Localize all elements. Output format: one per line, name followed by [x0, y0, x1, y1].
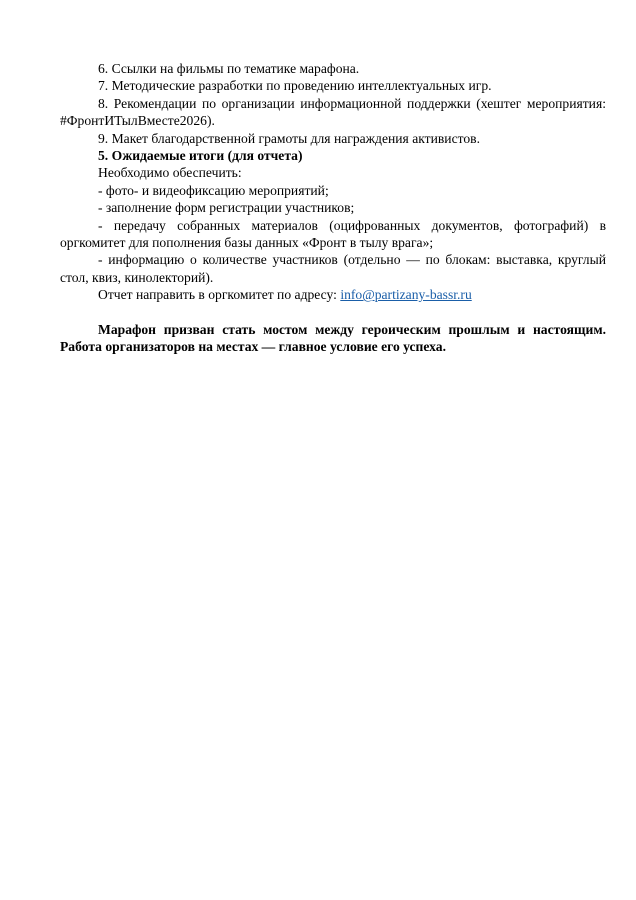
bullet-item: - заполнение форм регистрации участников;: [98, 200, 355, 216]
list-item-7: 7. Методические разработки по проведению интеллектуальных игр.: [98, 78, 492, 94]
document-body: [60, 60, 606, 356]
bullet-item: - информацию о количестве участников (отдельно — по блокам: выставка, круглый стол, квиз, кинолекторий).: [60, 252, 606, 285]
paragraph-spacer: [60, 304, 606, 321]
list-item-6: 6. Ссылки на фильмы по тематике марафона.: [98, 61, 360, 76]
email-link[interactable]: info@partizany-bassr.ru: [340, 287, 472, 303]
list-item-9: 9. Макет благодарственной грамоты для награждения активистов.: [98, 130, 480, 146]
bullet-item: - передачу собранных материалов (оцифрованных документов, фотографий) в оргкомитет для пополнения базы данных «Фронт в тылу врага»;: [60, 217, 606, 251]
conclusion-text: Марафон призван стать мостом между героическим прошлым и настоящим. Работа организаторов на местах — главное условие его успеха.: [60, 321, 606, 355]
report-text: Отчет направить в оргкомитет по адресу:: [98, 287, 341, 303]
bullet-item: - фото- и видеофиксацию мероприятий;: [98, 182, 329, 198]
intro-text: Необходимо обеспечить:: [98, 165, 242, 181]
report-instruction: [60, 286, 606, 303]
list-item-8: 8. Рекомендации по организации информационной поддержки (хештег мероприятия: #ФронтИТылВместе2026).: [60, 95, 606, 129]
section-heading: 5. Ожидаемые итоги (для отчета): [98, 148, 303, 164]
